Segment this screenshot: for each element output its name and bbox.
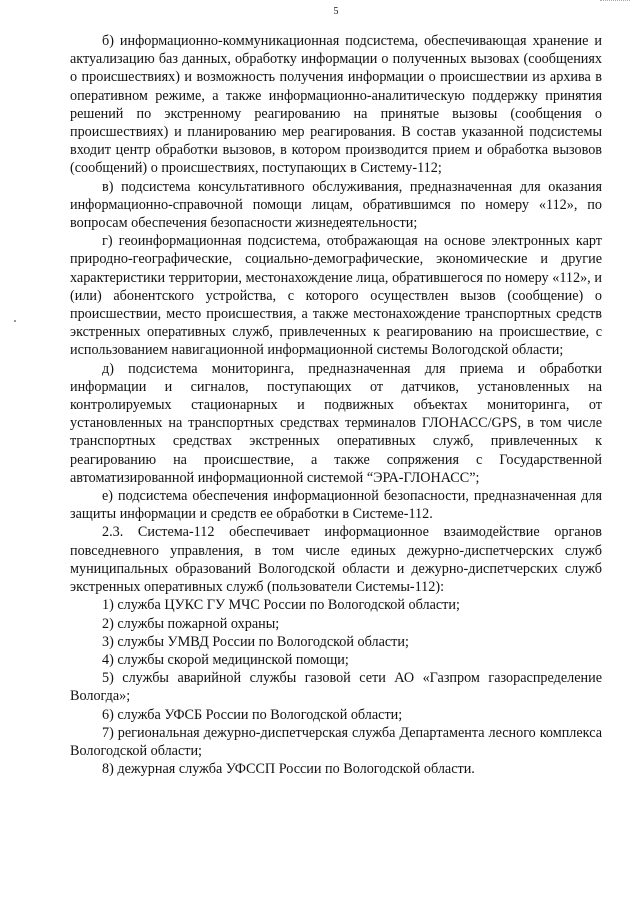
paragraph-b: б) информационно-коммуникационная подсистема, обеспечивающая хранение и актуализацию баз данных, обработку информации о полученных вызовах (сообщениях о происшествиях) и возможность получения информации о происшествии из архива в оперативном режиме, а также информационно-аналитическую поддержку принятия решений по экстренному реагированию на принятые вызовы (сообщения о происшествиях) и планированию мер реагирования. В состав указанной подсистемы входит центр обработки вызовов, в котором производится прием и обработка вызовов (сообщений) о происшествиях, поступающих в Систему-112;	[70, 33, 602, 177]
service-item-5: 5) службы аварийной службы газовой сети АО «Газпром газораспределение Вологда»;	[70, 670, 602, 705]
paragraph-v: в) подсистема консультативного обслуживания, предназначенная для оказания информационно-справочной помощи лицам, обратившимся по номеру «112», по вопросам обеспечения безопасности жизнедеятельности;	[70, 178, 602, 232]
page-number: 5	[333, 6, 339, 17]
service-item-7: 7) региональная дежурно-диспетчерская служба Департамента лесного комплекса Вологодской области;	[70, 724, 602, 759]
service-item-1: 1) служба ЦУКС ГУ МЧС России по Вологодской области;	[102, 597, 460, 614]
paragraph-2-3: 2.3. Система-112 обеспечивает информационное взаимодействие органов повседневного управления, в том числе единых дежурно-диспетчерских служб муниципальных образований Вологодской области и дежурно-диспетчерских служб экстренных оперативных служб (пользователи Системы-112):	[70, 524, 602, 596]
scan-artifact	[600, 0, 630, 6]
paragraph-g: г) геоинформационная подсистема, отображающая на основе электронных карт природно-географические, социально-демографические, экономические и другие характеристики территории, местонахождение лица, обратившегося по номеру «112», и (или) абонентского устройства, с которого осуществлен вызов (сообщение) о происшествии, место происшествия, а также местонахождение транспортных средств экстренных оперативных служб, привлеченных к реагированию на происшествие, с использованием навигационной информационной системы Вологодской области;	[70, 233, 602, 359]
service-item-3: 3) службы УМВД России по Вологодской области;	[102, 633, 409, 650]
scan-speck	[14, 320, 16, 322]
service-item-8: 8) дежурная служба УФССП России по Вологодской области.	[102, 761, 475, 778]
service-item-4: 4) службы скорой медицинской помощи;	[102, 651, 349, 668]
service-item-6: 6) служба УФСБ России по Вологодской области;	[102, 706, 403, 723]
service-item-2: 2) службы пожарной охраны;	[102, 615, 280, 632]
paragraph-e: е) подсистема обеспечения информационной безопасности, предназначенная для защиты информации и средств ее обработки в Системе-112.	[70, 488, 602, 523]
paragraph-d: д) подсистема мониторинга, предназначенная для приема и обработки информации и сигналов, поступающих от датчиков, установленных на контролируемых стационарных и подвижных объектах мониторинга, от установленных на транспортных средствах терминалов ГЛОНАСС/GPS, в том числе транспортных средствах экстренных оперативных служб, привлеченных к реагированию на происшествие, а также сопряжения с Государственной автоматизированной информационной системой “ЭРА-ГЛОНАСС”;	[70, 360, 602, 486]
